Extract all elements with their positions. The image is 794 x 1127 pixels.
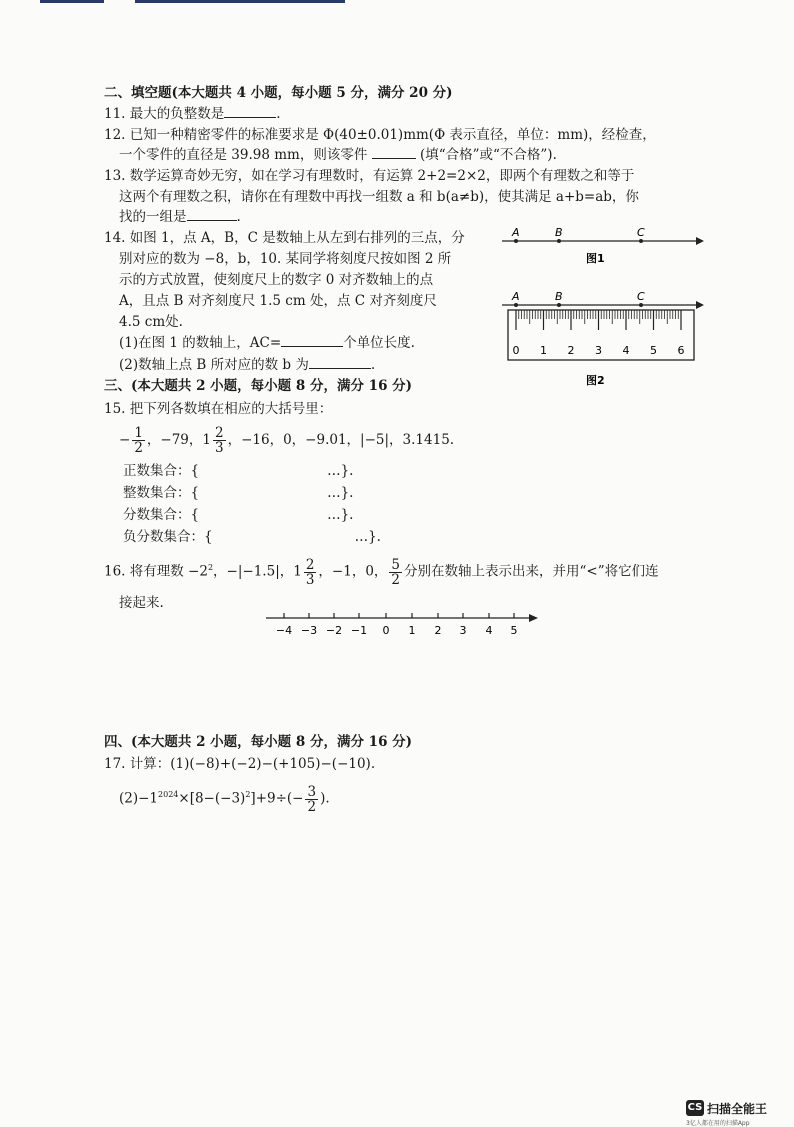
number-line-label: 2 — [434, 624, 442, 637]
question-14-line3: 示的方式放置，使刻度尺上的数字 0 对齐数轴上的点 — [119, 272, 434, 288]
number-line-label: −2 — [325, 624, 343, 637]
ruler-label-6: 6 — [677, 344, 685, 357]
question-14-line4: A，且点 B 对齐刻度尺 1.5 cm 处，点 C 对齐刻度尺 — [119, 293, 437, 309]
question-14-line1: 14. 如图 1，点 A，B，C 是数轴上从左到右排列的三点，分 — [104, 230, 465, 246]
question-13-line2: 这两个有理数之积，请你在有理数中再找一组数 a 和 b(a≠b)，使其满足 a+b=ab，你 — [119, 189, 639, 205]
question-15-number-list: − $\frac{1}{2}$ ，−79，1 $\frac{2}{3}$ ，−16，0，−9.01，|−5|，3.1415. — [119, 425, 455, 456]
figure-1-number-line — [500, 226, 705, 268]
fraction: $\frac{5}{2}$ — [391, 556, 401, 588]
question-13-line3: 找的一组是 . — [119, 209, 241, 225]
question-16-line2: 接起来. — [119, 595, 164, 611]
fraction: $\frac{1}{2}$ — [134, 425, 143, 456]
fraction: $\frac{2}{3}$ — [215, 425, 224, 456]
answer-blank-12[interactable] — [372, 146, 416, 159]
section3-title: 三、(本大题共 2 小题，每小题 8 分，满分 16 分) — [104, 378, 413, 394]
ruler-ticks — [516, 310, 681, 330]
number-line-label: 5 — [510, 624, 518, 637]
set-positive[interactable]: 正数集合：{ …}. — [123, 463, 354, 479]
number-line-label: 4 — [485, 624, 493, 637]
question-14-part2: (2)数轴上点 B 所对应的数 b 为 . — [119, 357, 376, 373]
point-b — [557, 239, 561, 243]
set-integer[interactable]: 整数集合：{ …}. — [123, 485, 354, 501]
label-b: B — [555, 226, 563, 239]
camscanner-tagline: 3亿人都在用的扫描App — [686, 1120, 750, 1127]
camscanner-name: 扫描全能王 — [707, 1102, 768, 1116]
figure-1-caption: 图1 — [586, 252, 605, 265]
set-fraction[interactable]: 分数集合：{ …}. — [123, 507, 354, 523]
scan-edge-mark — [135, 0, 345, 3]
label-a: A — [512, 290, 520, 303]
number-line-label: 3 — [459, 624, 467, 637]
fraction: $\frac{2}{3}$ — [305, 556, 315, 588]
question-15: 15. 把下列各数填在相应的大括号里： — [104, 401, 333, 417]
label-a: A — [512, 226, 520, 239]
figure-2-ruler — [500, 290, 705, 390]
point-b — [557, 303, 561, 307]
ruler-label-3: 3 — [595, 344, 602, 357]
camscanner-logo: CS — [686, 1100, 704, 1116]
question-16-number-line[interactable] — [262, 608, 542, 640]
ruler-numbers — [513, 344, 685, 357]
answer-blank-13[interactable] — [187, 208, 237, 221]
question-14-line2: 别对应的数为 −8，b，10. 某同学将刻度尺按如图 2 所 — [119, 251, 452, 267]
question-11: 11. 最大的负整数是 . — [104, 106, 281, 122]
number-line-label: 1 — [408, 624, 416, 637]
scan-edge-mark — [40, 0, 104, 3]
question-17-part1: 17. 计算：(1)(−8)+(−2)−(+105)−(−10). — [104, 756, 376, 772]
ruler-label-0: 0 — [512, 344, 520, 357]
label-c: C — [637, 290, 645, 303]
set-negative-fraction[interactable]: 负分数集合：{ …}. — [123, 529, 381, 545]
question-12-line1: 12. 已知一种精密零件的标准要求是 Φ(40±0.01)mm(Φ 表示直径，单位：mm)，经检查， — [104, 127, 656, 143]
question-14-line5: 4.5 cm处. — [119, 314, 183, 330]
section4-title: 四、(本大题共 2 小题，每小题 8 分，满分 16 分) — [104, 734, 413, 750]
number-line-label: −1 — [350, 624, 368, 637]
point-c — [639, 303, 643, 307]
axis-arrow — [529, 614, 538, 622]
number-line-ticks — [284, 613, 514, 618]
number-line-label: −4 — [275, 624, 293, 637]
point-a — [514, 239, 518, 243]
answer-blank-11[interactable] — [224, 105, 276, 118]
question-17-part2: $(2)-1^{2024}\times[8-(-3)^2]+9\div(-$ $\frac{3}{2}$ ). — [119, 783, 330, 815]
answer-blank-14-2[interactable] — [309, 356, 371, 369]
label-c: C — [637, 226, 645, 239]
figure-2-caption: 图2 — [586, 374, 605, 387]
number-line-label: −3 — [300, 624, 318, 637]
ruler-label-4: 4 — [622, 344, 630, 357]
ruler-label-5: 5 — [650, 344, 657, 357]
question-14-part1: (1)在图 1 的数轴上，AC= 个单位长度. — [119, 335, 415, 351]
ruler-label-2: 2 — [567, 344, 575, 357]
section2-title: 二、填空题(本大题共 4 小题，每小题 5 分，满分 20 分) — [104, 85, 453, 101]
question-12-line2: 一个零件的直径是 39.98 mm，则该零件 (填“合格”或“不合格”). — [119, 147, 557, 163]
question-16: 16. 将有理数 $-2^2$，−|−1.5|，1 $\frac{2}{3}$ ，−1，0， $\frac{5}{2}$ 分别在数轴上表示出来，并用“<”将它们连 — [104, 556, 659, 588]
ruler-label-1: 1 — [540, 344, 547, 357]
point-c — [639, 239, 643, 243]
point-a — [514, 303, 518, 307]
number-line-label: 0 — [382, 624, 390, 637]
axis-arrow — [696, 301, 704, 309]
question-13-line1: 13. 数学运算奇妙无穷，如在学习有理数时，有运算 2+2=2×2，即两个有理数之和等于 — [104, 168, 635, 184]
answer-blank-14-1[interactable] — [281, 334, 343, 347]
axis-arrow — [696, 237, 704, 245]
fraction: $\frac{3}{2}$ — [307, 783, 317, 815]
label-b: B — [555, 290, 563, 303]
